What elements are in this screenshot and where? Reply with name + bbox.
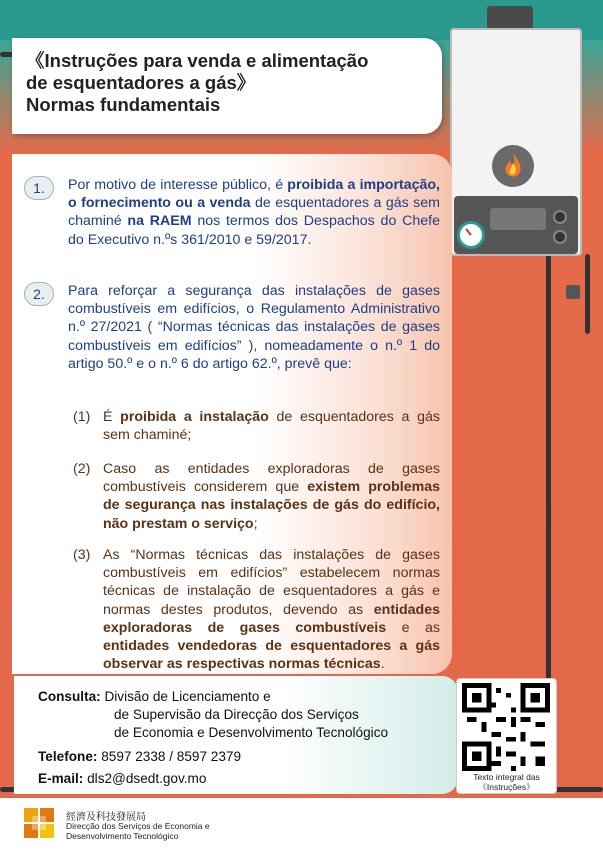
paragraph-1: [68, 176, 440, 249]
p1-text-c: de esquentadores a gás sem chaminé: [68, 195, 440, 230]
s3-text-bold-b: entidades vendedoras de esquentadores a gás observar as respectivas normas técnicas: [103, 638, 440, 673]
item-number-2: 2.: [24, 282, 54, 306]
qr-code-icon[interactable]: [461, 683, 551, 771]
s3-text-c: e as: [386, 619, 440, 636]
sub-item-1: [73, 408, 441, 444]
heater-display: [490, 208, 546, 230]
phone-number: 8597 2338 / 8597 2379: [101, 749, 242, 764]
consulta-line-2: de Supervisão da Direcção dos Serviços: [114, 707, 359, 722]
paragraph-2: Para reforçar a segurança das instalações de gases combustíveis em edifícios, o Regulamento Administrativo n.º 27/2021 ( “Normas técnicas das instalações de gases combustíveis em edifícios” ), nomeadamente o n.º 1 do artigo 50.º e o n.º 6 do artigo 62.º, prevê que:: [68, 283, 440, 372]
qr-caption: [456, 772, 557, 792]
qr-caption-line-1: Texto integral das: [473, 772, 540, 782]
footer-pt-line-1: Direcção dos Serviços de Economia e: [66, 821, 210, 831]
footer-pt-line-2: Desenvolvimento Tecnológico: [66, 831, 179, 841]
pipe-vertical-right: [546, 254, 551, 699]
s1-text-c: de esquentadores a gás sem chaminé;: [103, 409, 441, 444]
item-number-1: 1.: [24, 176, 54, 200]
title-subtitle: Normas fundamentais: [26, 94, 221, 115]
footer-chinese-name: 經濟及科技發展局: [66, 812, 146, 823]
heater-knob-icon: [553, 210, 567, 224]
p1-text-e: nos termos dos Despachos do Chefe do Executivo n.ºs 361/2010 e 59/2017.: [68, 213, 440, 248]
heater-knob-icon: [553, 230, 567, 244]
flame-icon: [492, 145, 534, 187]
sub-marker-3: (3): [73, 547, 91, 563]
sub-marker-2: (2): [73, 461, 91, 477]
s3-text-bold-a: entidades exploradoras de gases combustíveis: [103, 601, 440, 636]
qr-caption-line-2: 《Instruções》: [478, 782, 535, 792]
pipe-horizontal-right: [555, 787, 603, 792]
email-block: [38, 770, 458, 787]
s2-text-bold: existem problemas de segurança nas instalações de gás do edifício, não prestam o serviço: [103, 479, 440, 532]
phone-label: Telefone:: [38, 749, 98, 764]
title-line-2: de esquentadores a gás》: [26, 72, 256, 93]
email-label: E-mail:: [38, 771, 84, 786]
p1-text-bold-b: na RAEM: [127, 213, 192, 230]
pipe-right-vertical-2: [585, 254, 590, 334]
consulta-line-1: Divisão de Licenciamento e: [104, 689, 271, 704]
title-card: [12, 38, 442, 134]
title-line-1: 《Instruções para venda e alimentação: [26, 50, 369, 71]
s1-text-bold: proibida a instalação: [120, 409, 269, 425]
p1-text-a: Por motivo de interesse público, é: [68, 177, 288, 193]
s3-text-e: .: [380, 656, 385, 673]
sub-marker-1: (1): [73, 409, 91, 425]
p1-text-bold-a: proibida a importação, o fornecimento ou a venda: [68, 177, 440, 212]
phone-block: [38, 748, 458, 765]
sub-item-2: [73, 460, 440, 533]
s3-text-a: As “Normas técnicas das instalações de gases combustíveis em edifícios” estabelecem normas técnicas de instalação de esquentadores a gás e normas destes produtos, devendo as: [103, 547, 440, 618]
consulta-block: [38, 688, 458, 705]
footer-portuguese-name: [66, 821, 246, 841]
consulta-label: Consulta:: [38, 689, 101, 704]
email-link[interactable]: dls2@dsedt.gov.mo: [87, 771, 207, 786]
gauge-icon: [457, 221, 485, 249]
consulta-line-3: de Economia e Desenvolvimento Tecnológico: [114, 725, 389, 740]
s1-text-a: É: [103, 409, 121, 425]
valve-icon: [566, 285, 580, 299]
sub-item-3: [73, 546, 440, 673]
s2-text-a: Caso as entidades exploradoras de gases combustíveis considerem que: [103, 461, 440, 496]
dsedt-logo-icon: [24, 808, 54, 838]
s2-text-c: ;: [253, 515, 258, 532]
